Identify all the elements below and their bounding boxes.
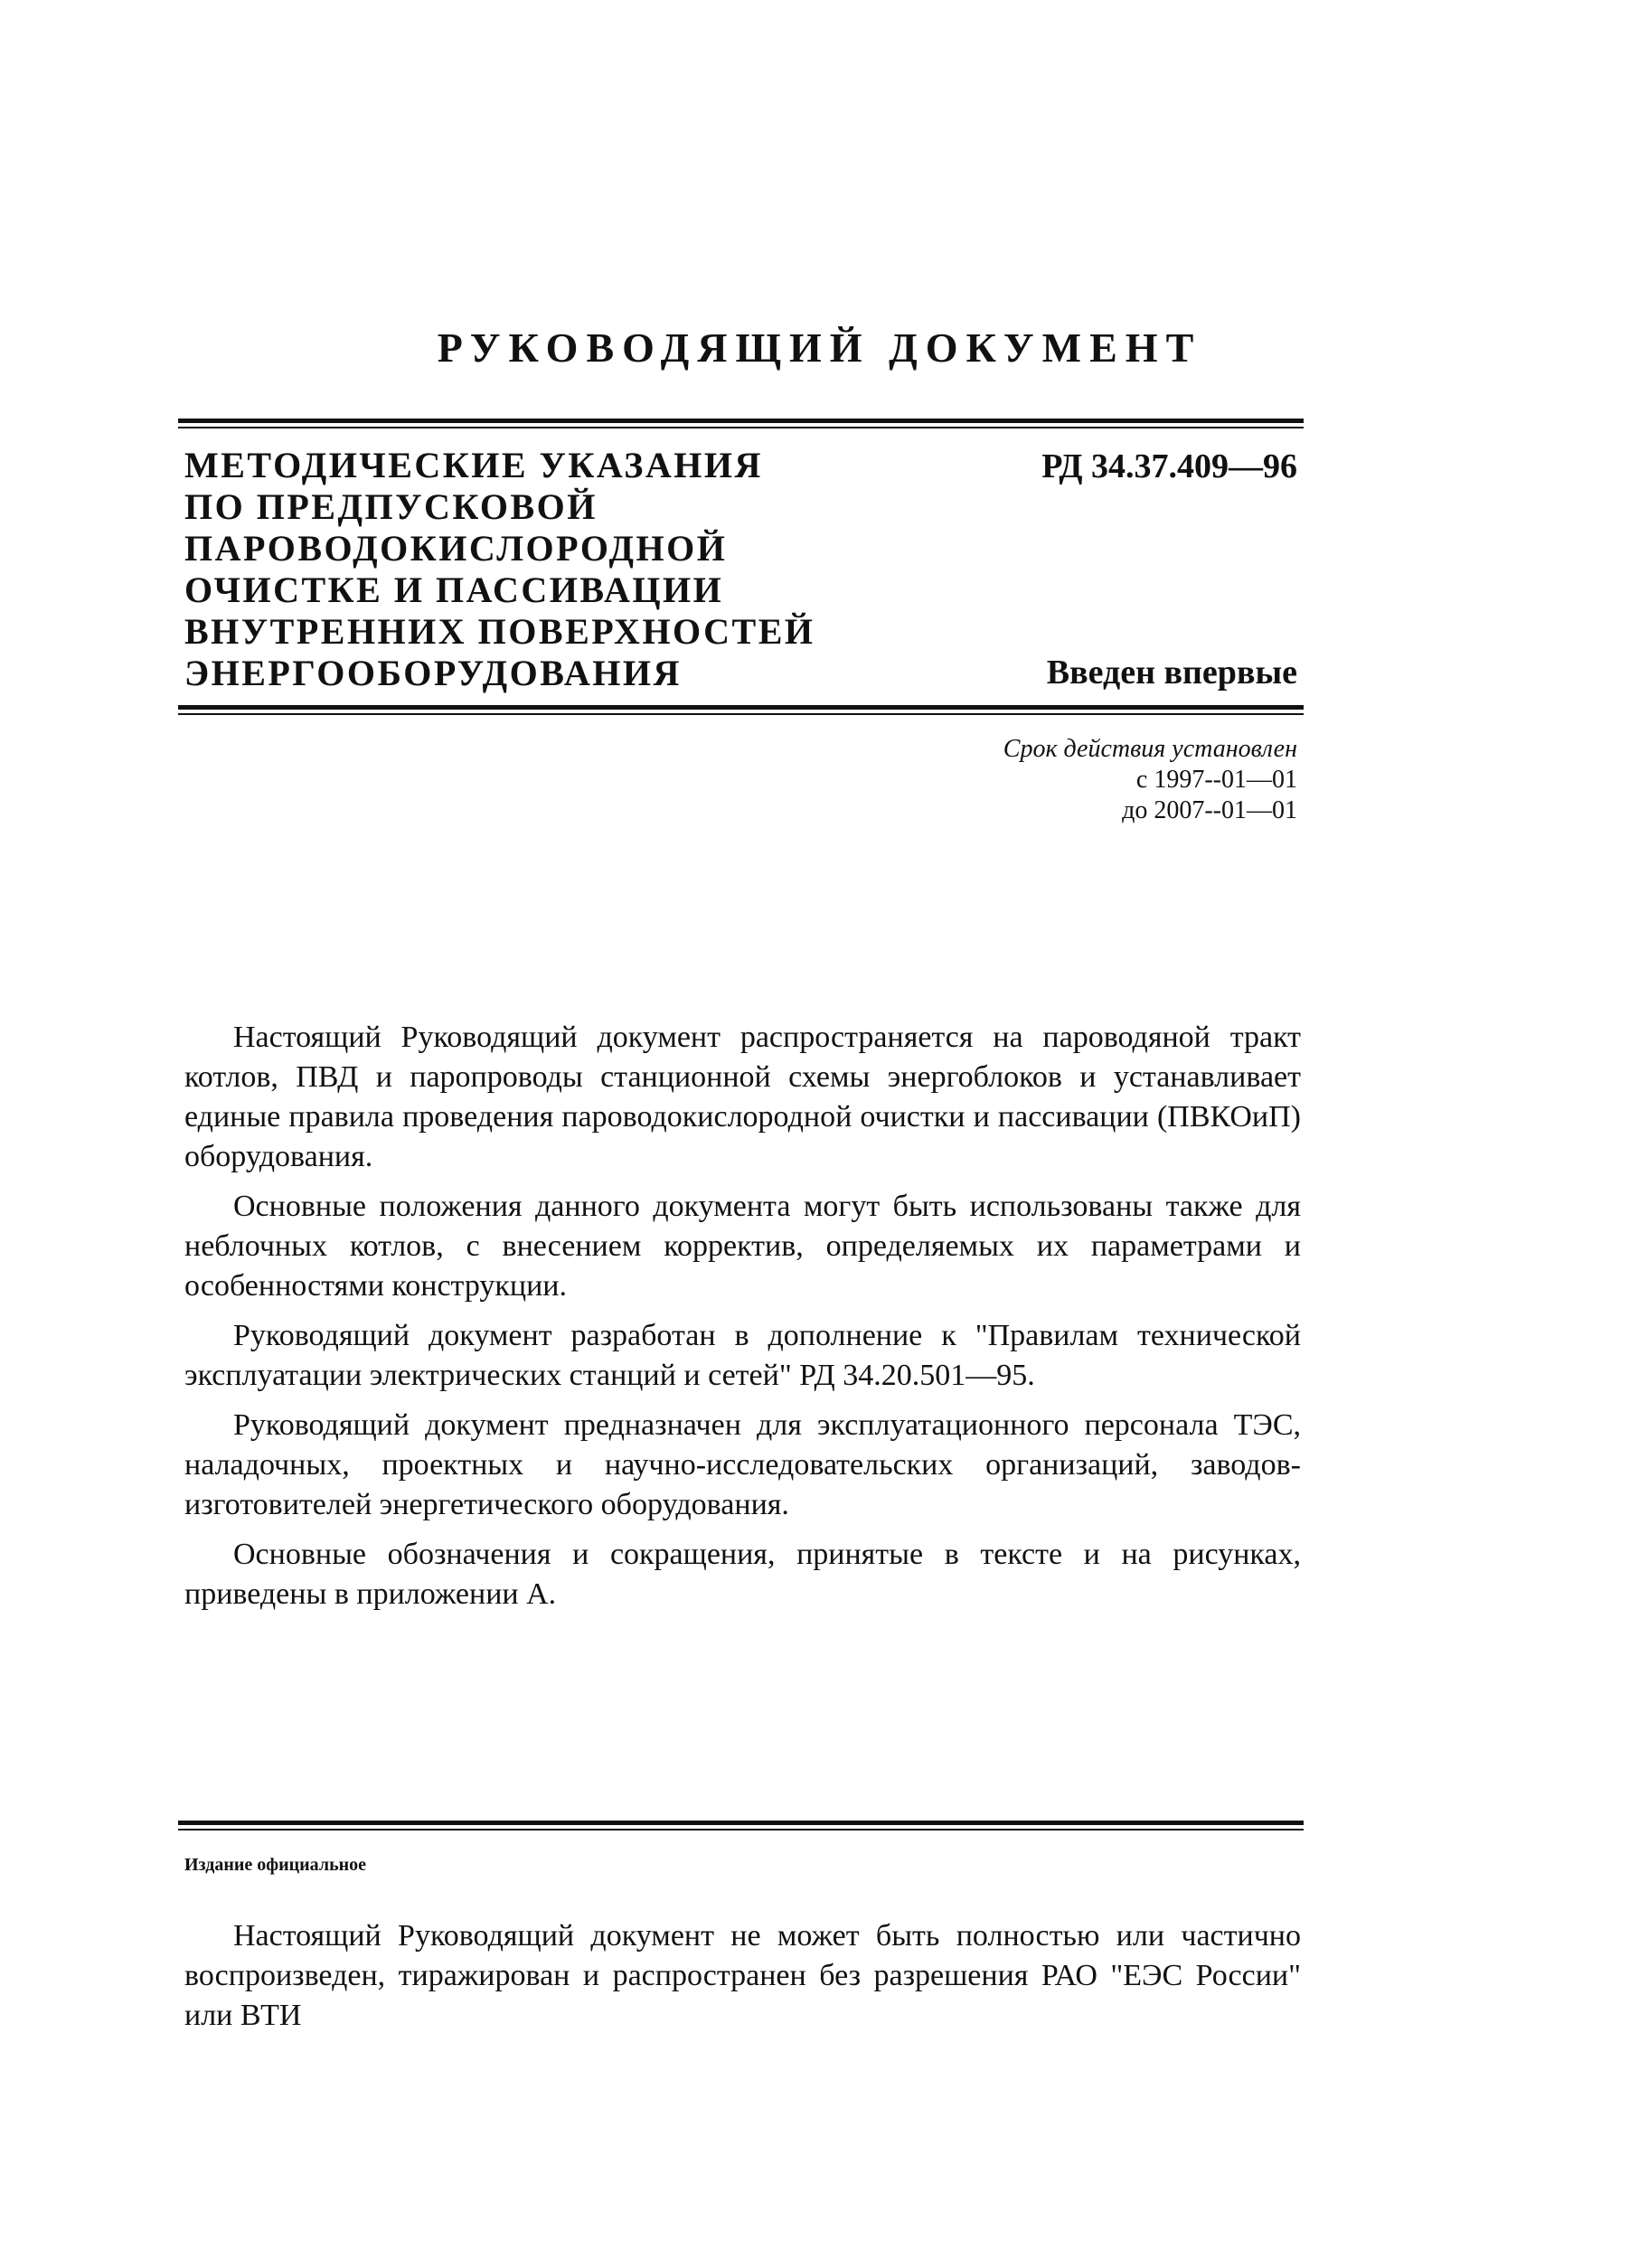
middle-rule — [178, 705, 1304, 710]
body-paragraph: Руководящий документ предназначен для эксплуатационного персонала ТЭС, наладочных, проектных и научно-исследовательских организаций, заводов-изготовителей энергетического оборудования. — [184, 1408, 1301, 1521]
document-title — [184, 445, 815, 694]
body-paragraph: Руководящий документ разработан в дополнение к "Правилам технической эксплуатации электрических станций и сетей" РД 34.20.501—95. — [184, 1319, 1301, 1392]
top-rule-thin — [178, 427, 1304, 428]
footer-rule — [178, 1821, 1304, 1825]
page-title: РУКОВОДЯЩИЙ ДОКУМЕНТ — [437, 325, 1202, 371]
document-title-line: ЭНЕРГООБОРУДОВАНИЯ — [184, 653, 682, 693]
validity-to: до 2007--01—01 — [1122, 796, 1297, 824]
document-title-line: МЕТОДИЧЕСКИЕ УКАЗАНИЯ — [184, 445, 763, 485]
document-title-line: ПО ПРЕДПУСКОВОЙ — [184, 486, 598, 527]
document-title-line: ОЧИСТКЕ И ПАССИВАЦИИ — [184, 569, 724, 610]
footer-rule-thin — [178, 1829, 1304, 1830]
official-edition-label: Издание официальное — [184, 1855, 367, 1875]
document-title-line: ПАРОВОДОКИСЛОРОДНОЙ — [184, 528, 728, 569]
body-paragraph: Настоящий Руководящий документ распространяется на пароводяной тракт котлов, ПВД и паропроводы станционной схемы энергоблоков и устанавливает единые правила проведения пароводокислородной очистки и пассивации (ПВКОиП) оборудования. — [184, 1021, 1301, 1173]
validity-from: с 1997--01—01 — [1135, 766, 1297, 794]
introduced-note: Введен впервые — [1046, 654, 1297, 692]
middle-rule-thin — [178, 713, 1304, 715]
copyright-paragraph: Настоящий Руководящий документ не может быть полностью или частично воспроизведен, тиражирован и распространен без разрешения РАО "ЕЭС России" или ВТИ — [184, 1919, 1301, 2032]
body-text — [184, 1018, 1301, 1624]
validity-label: Срок действия установлен — [1003, 735, 1297, 763]
document-code: РД 34.37.409—96 — [1041, 447, 1297, 485]
document-title-line: ВНУТРЕННИХ ПОВЕРХНОСТЕЙ — [184, 611, 815, 652]
validity-period — [1003, 734, 1297, 826]
body-paragraph: Основные обозначения и сокращения, принятые в тексте и на рисунках, приведены в приложении А. — [184, 1538, 1301, 1611]
body-paragraph: Основные положения данного документа могут быть использованы также для неблочных котлов, с внесением корректив, определяемых их параметрами и особенностями конструкции. — [184, 1190, 1301, 1303]
copyright-notice — [184, 1916, 1301, 2036]
top-rule — [178, 419, 1304, 423]
